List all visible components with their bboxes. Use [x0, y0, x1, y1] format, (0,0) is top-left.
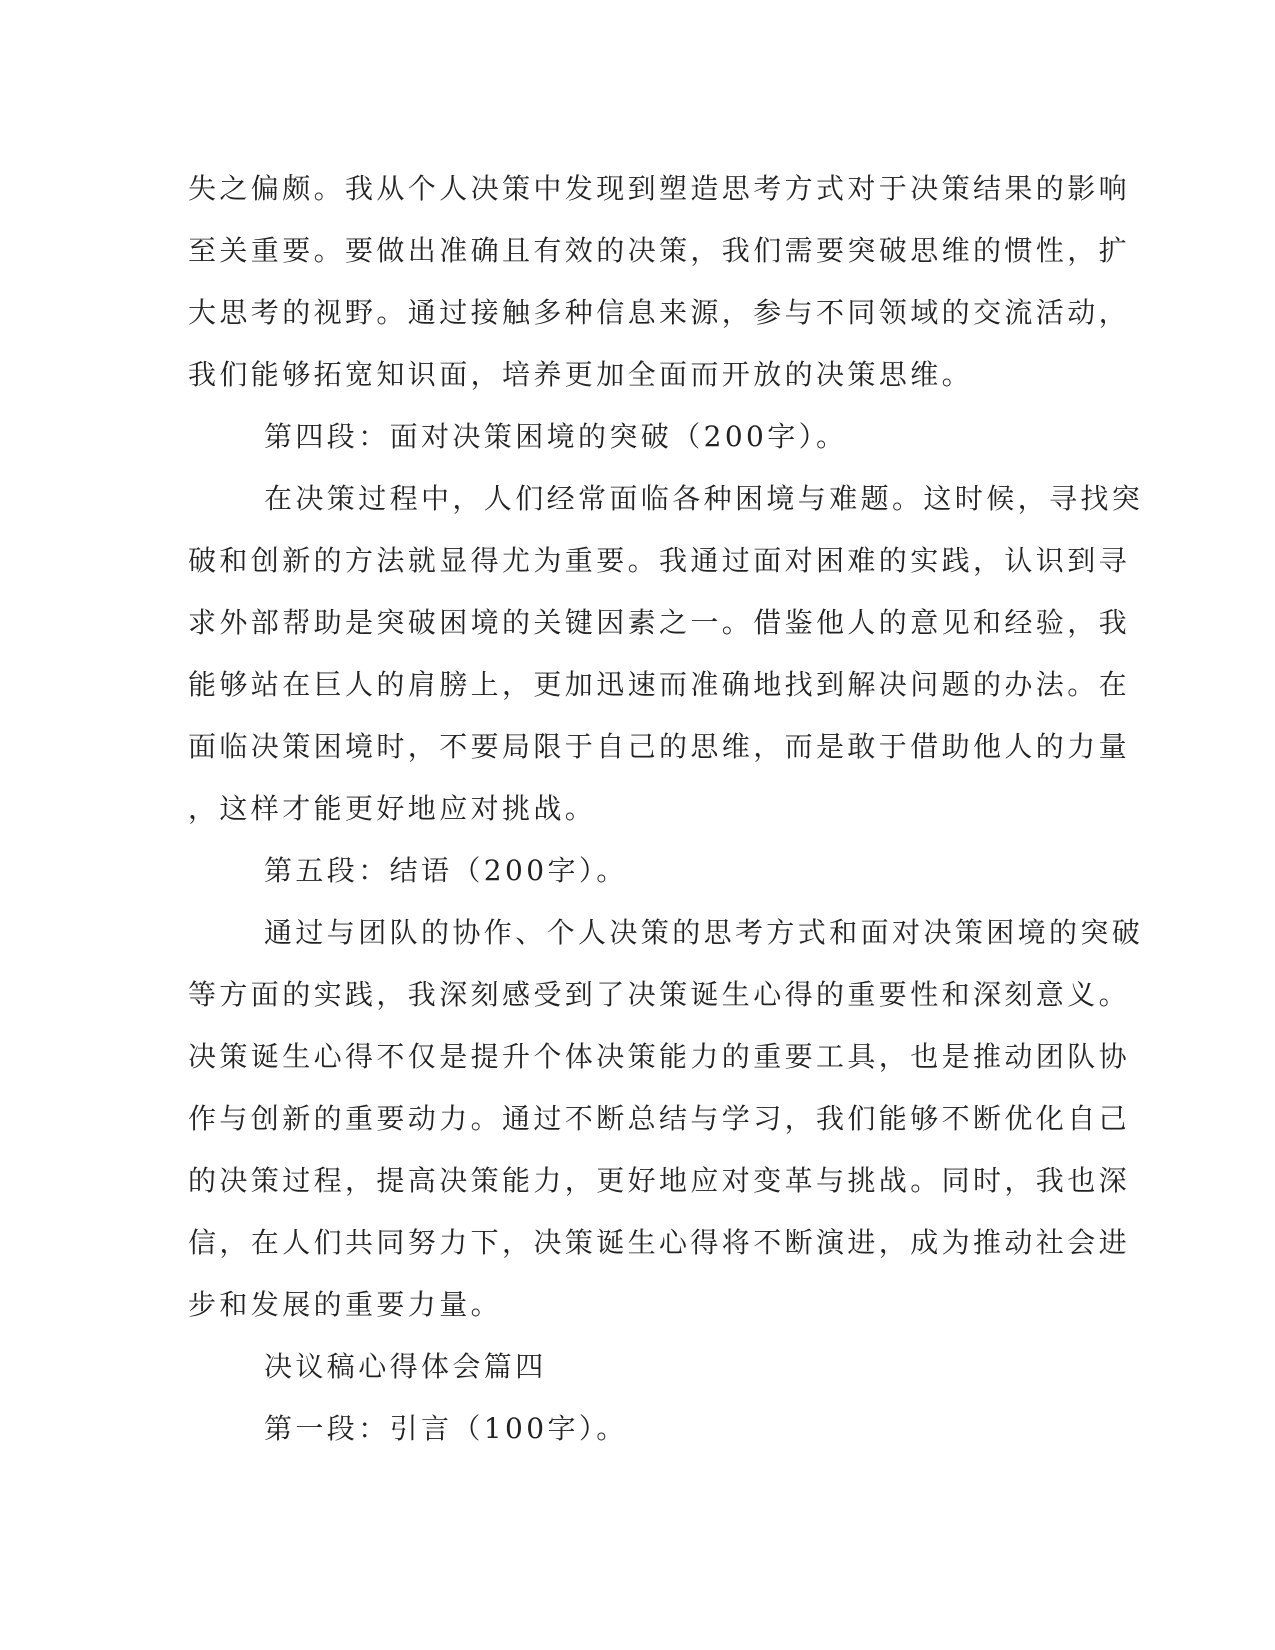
text-line: 通过与团队的协作、个人决策的思考方式和面对决策困境的突破	[264, 916, 1144, 949]
section-heading: 第四段：面对决策困境的突破（200字）。	[264, 420, 848, 453]
text-line: 失之偏颇。我从个人决策中发现到塑造思考方式对于决策结果的影响	[188, 172, 1131, 205]
text-line: 等方面的实践，我深刻感受到了决策诞生心得的重要性和深刻意义。	[188, 978, 1131, 1011]
text-line: 能够站在巨人的肩膀上，更加迅速而准确地找到解决问题的办法。在	[188, 668, 1131, 701]
text-line: 求外部帮助是突破困境的关键因素之一。借鉴他人的意见和经验，我	[188, 606, 1131, 639]
text-line: 的决策过程，提高决策能力，更好地应对变革与挑战。同时，我也深	[188, 1164, 1131, 1197]
body-text	[188, 158, 1144, 1460]
text-line: 至关重要。要做出准确且有效的决策，我们需要突破思维的惯性，扩	[188, 234, 1131, 267]
text-line: 信，在人们共同努力下，决策诞生心得将不断演进，成为推动社会进	[188, 1226, 1131, 1259]
article-title: 决议稿心得体会篇四	[264, 1350, 547, 1383]
text-line: 作与创新的重要动力。通过不断总结与学习，我们能够不断优化自己	[188, 1102, 1131, 1135]
text-line: 步和发展的重要力量。	[188, 1288, 503, 1321]
text-line: 大思考的视野。通过接触多种信息来源，参与不同领域的交流活动，	[188, 296, 1131, 329]
text-line: 破和创新的方法就显得尤为重要。我通过面对困难的实践，认识到寻	[188, 544, 1131, 577]
text-line: 决策诞生心得不仅是提升个体决策能力的重要工具，也是推动团队协	[188, 1040, 1131, 1073]
section-heading: 第五段：结语（200字）。	[264, 854, 628, 887]
text-line: 面临决策困境时，不要局限于自己的思维，而是敢于借助他人的力量	[188, 730, 1131, 763]
text-line: ，这样才能更好地应对挑战。	[188, 792, 597, 825]
text-line: 在决策过程中，人们经常面临各种困境与难题。这时候，寻找突	[264, 482, 1144, 515]
section-heading: 第一段：引言（100字）。	[264, 1412, 628, 1445]
text-line: 我们能够拓宽知识面，培养更加全面而开放的决策思维。	[188, 358, 974, 391]
